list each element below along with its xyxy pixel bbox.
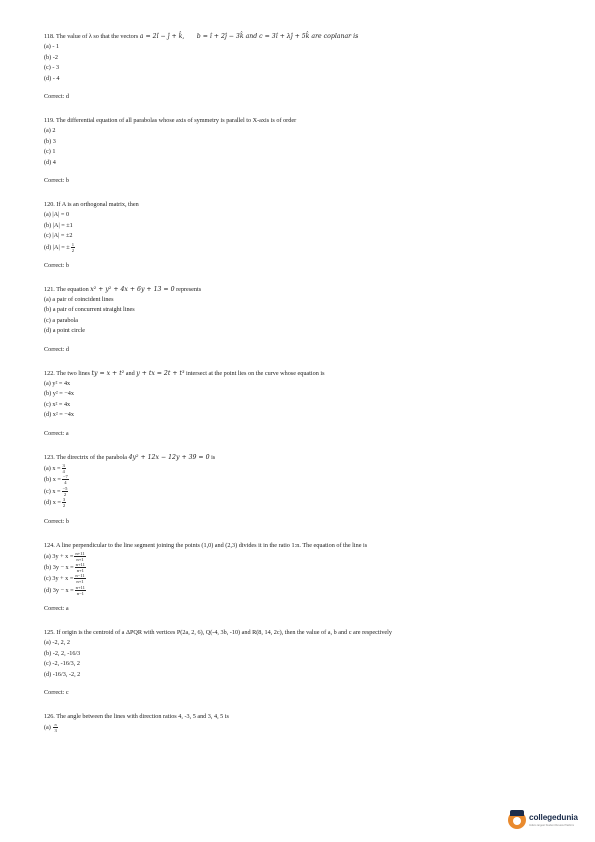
stem-text: and [125, 369, 135, 377]
option-d: (d) - 4 [44, 74, 60, 82]
question-125 [44, 628, 544, 698]
mascot-face-icon [513, 817, 521, 825]
option-c: (c) |A| = ±2 [44, 232, 73, 239]
fraction-numerator: 1 [71, 241, 74, 247]
correct-answer: Correct: b [44, 261, 69, 269]
stem-text: is [211, 453, 216, 461]
question-stem: 125. If origin is the centroid of a ΔPQR with vertices P(2a, 2, 6), Q(-4, 3b, -10) and R(8, 14, 2c), then the value of a, b and c are respectively [44, 629, 392, 637]
option-d: (d) -16/3, -2, 2 [44, 670, 81, 678]
fraction-denominator: n+1 [76, 568, 84, 574]
question-stem [44, 285, 544, 295]
option-d: (d) 4 [44, 158, 56, 166]
correct-answer: Correct: d [44, 93, 69, 100]
option-a: (a) y² = 4x [44, 379, 71, 387]
question-118 [44, 32, 544, 102]
stem-math: ty = x + t² [91, 369, 125, 377]
option-b: (b) 3 [44, 137, 56, 145]
fraction-numerator: n+11 [75, 584, 85, 590]
question-stem [44, 32, 544, 42]
option-a: (a) - 1 [44, 43, 60, 50]
stem-math: a = 2î − ĵ + k̂, [139, 33, 185, 40]
stem-text: 123. The directrix of the parabola [44, 453, 128, 461]
option-prefix: (d) 3y − x = [44, 586, 74, 594]
fraction-denominator: 2 [71, 247, 74, 253]
option-d [44, 242, 544, 253]
correct-answer: Correct: b [44, 517, 69, 525]
option-b: (b) a pair of concurrent straight lines [44, 306, 135, 314]
fraction [71, 242, 75, 253]
option-prefix: (c) 3y + x = [44, 575, 74, 583]
option-c: (c) -2, -16/3, 2 [44, 660, 80, 668]
fraction-numerator: 3 [62, 497, 66, 503]
graduation-cap-icon [510, 810, 524, 816]
stem-text: 118. The value of λ so that the vectors [44, 33, 139, 40]
question-121 [44, 285, 544, 355]
fraction-denominator: n+1 [76, 556, 84, 562]
stem-math: y + tx = 2t + t³ [136, 369, 185, 377]
fraction [74, 573, 85, 584]
option-prefix: (a) [44, 724, 51, 732]
option-d: (d) a point circle [44, 327, 86, 335]
option-b: (b) y² = −4x [44, 390, 74, 398]
question-120 [44, 200, 544, 271]
fraction-denominator: 2 [63, 491, 67, 497]
fraction-denominator: n+1 [76, 579, 84, 585]
collegedunia-logo [508, 810, 592, 832]
correct-answer: Correct: a [44, 429, 69, 437]
option-c: (c) 1 [44, 148, 56, 155]
question-122 [44, 369, 544, 439]
option-c [44, 486, 544, 497]
option-c: (c) a parabola [44, 316, 79, 324]
option-b [44, 474, 544, 485]
fraction [62, 486, 69, 497]
option-prefix: (b) x = [44, 476, 61, 484]
question-126 [44, 712, 544, 733]
document-page [44, 32, 544, 734]
question-stem: 119. The differential equation of all parabolas whose axis of symmetry is parallel to X-axis is of order [44, 117, 297, 124]
option-c: (c) - 3 [44, 64, 60, 71]
question-124 [44, 541, 544, 615]
fraction-numerator: n+11 [75, 562, 85, 568]
option-a [44, 551, 544, 562]
option-a [44, 722, 544, 733]
fraction [75, 562, 86, 573]
fraction [74, 551, 85, 562]
question-stem: 120. If A is an orthogonal matrix, then [44, 201, 139, 208]
question-stem: 126. The angle between the lines with direction ratios 4, -3, 5 and 3, 4, 5 is [44, 713, 229, 721]
option-c [44, 573, 544, 584]
fraction [75, 585, 86, 596]
option-prefix: (a) x = [44, 464, 61, 472]
logo-tagline: India's largest Student Review Platform [529, 824, 575, 827]
option-d: (d) x² = −4x [44, 411, 74, 419]
fraction-numerator: n−11 [75, 573, 85, 579]
stem-text: 121. The equation [44, 285, 89, 293]
correct-answer: Correct: a [44, 605, 69, 613]
question-119 [44, 116, 544, 186]
option-a: (a) a pair of coincident lines [44, 295, 114, 303]
fraction-denominator: 2 [62, 503, 66, 509]
option-b: (b) |A| = ±1 [44, 221, 73, 229]
option-a: (a) -2, 2, 2 [44, 639, 70, 647]
fraction [62, 463, 66, 474]
stem-text: represents [176, 285, 202, 293]
option-b: (b) -2 [44, 53, 58, 61]
correct-answer: Correct: c [44, 689, 69, 697]
correct-answer: Correct: d [44, 345, 69, 353]
fraction [62, 497, 66, 508]
stem-text: 122. The two lines [44, 369, 90, 377]
fraction-numerator: 3 [62, 462, 65, 468]
stem-math: x² + y² + 4x + 6y + 13 = 0 [90, 285, 175, 293]
stem-math: b = î + 2ĵ − 3k̂ and c = 3î + λĵ + 5k̂ are coplanar is [196, 33, 359, 40]
question-stem [44, 369, 544, 379]
fraction [62, 474, 69, 485]
stem-math: 4y² + 12x − 12y + 39 = 0 [128, 453, 210, 461]
question-stem: 124. A line perpendicular to the line segment joining the points (1,0) and (2,3) divides it in the ratio 1:n. The equation of the line is [44, 541, 368, 549]
option-prefix: (a) 3y + x = [44, 552, 74, 560]
fraction-denominator: 3 [54, 728, 57, 734]
logo-wordmark: collegedunia [529, 813, 578, 822]
fraction [53, 722, 57, 733]
option-prefix: (d) |A| = ± [44, 243, 70, 251]
option-b [44, 562, 544, 573]
option-b: (b) -2, 2, -16/3 [44, 649, 81, 657]
option-prefix: (d) x = [44, 499, 61, 507]
option-a: (a) 2 [44, 127, 56, 134]
fraction-numerator: π [54, 722, 57, 728]
question-123 [44, 453, 544, 527]
fraction-denominator: 4 [64, 480, 67, 486]
fraction-numerator: −5 [62, 485, 68, 491]
fraction-denominator: n−1 [76, 590, 84, 596]
correct-answer: Correct: b [44, 177, 69, 184]
option-d [44, 497, 544, 508]
stem-text: intersect at the point lies on the curve whose equation is [185, 369, 325, 377]
option-d [44, 585, 544, 596]
question-stem [44, 453, 544, 463]
option-prefix: (b) 3y − x = [44, 563, 74, 571]
fraction-denominator: 4 [62, 468, 65, 474]
option-prefix: (c) x = [44, 487, 61, 495]
option-a: (a) |A| = 0 [44, 211, 70, 218]
option-c: (c) x² = 4x [44, 400, 71, 408]
fraction-numerator: −7 [62, 474, 68, 480]
option-a [44, 463, 544, 474]
fraction-numerator: n+11 [75, 550, 85, 556]
